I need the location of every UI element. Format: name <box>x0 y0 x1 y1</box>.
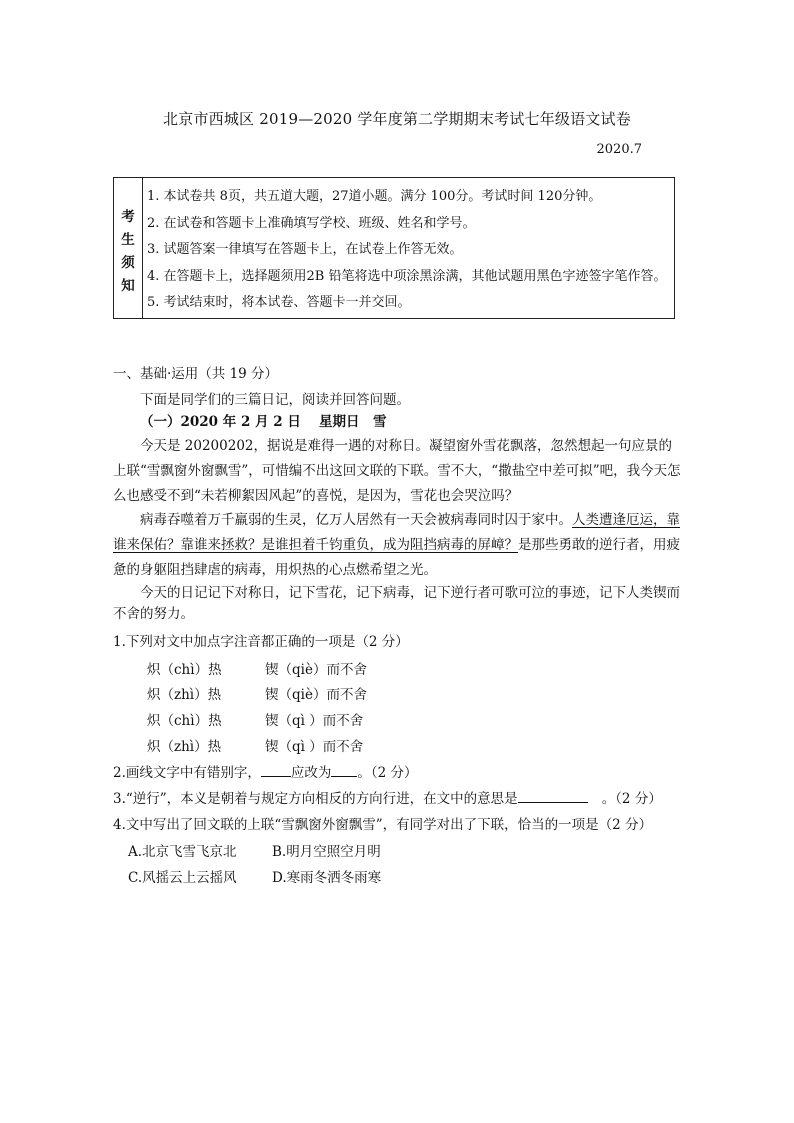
notice-label-column <box>114 178 143 318</box>
q3-text: 。（2 分） <box>601 791 662 807</box>
q4-option-b: B.明月空照空月明 <box>272 844 381 860</box>
diary-paragraph-2 <box>113 508 683 583</box>
notice-label-char: 知 <box>121 278 135 294</box>
q1-option-a-right: 锲（qiè）而不舍 <box>265 662 367 678</box>
q4-option-c: C.风摇云上云摇风 <box>128 870 237 886</box>
q1-option-b-left: 炽（zhì）热 <box>147 687 222 703</box>
question-3 <box>113 787 662 807</box>
q1-option-c-left: 炽（chì）热 <box>147 713 222 729</box>
section-heading: 一、基础·运用（共 19 分） <box>113 366 279 382</box>
exam-date: 2020.7 <box>596 142 642 157</box>
diary-title: （一）2020 年 2 月 2 日 星期日 雪 <box>140 414 387 430</box>
diary-paragraph-3: 今天的日记记下对称日，记下雪花，记下病毒，记下逆行者可歌可泣的事迹，记下人类锲而不舍的努力。 <box>113 585 680 622</box>
notice-item: 5. 考试结束时，将本试卷、答题卡一并交回。 <box>147 295 411 310</box>
notice-label-char: 须 <box>121 255 135 271</box>
notice-label-char: 生 <box>121 232 135 248</box>
notice-item: 4. 在答题卡上，选择题须用2B 铅笔将选中项涂黑涂满，其他试题用黑色字迹签字笔作答。 <box>147 268 667 284</box>
underlined-text: 人类遭逢厄运，靠谁来保佑？靠谁来拯救？是谁担着千钧重负，成为阻挡病毒的屏嶂？ <box>113 512 680 553</box>
question-1: 1.下列对文中加点字注音都正确的一项是（2 分） <box>113 634 409 650</box>
answer-blank[interactable] <box>331 764 357 777</box>
q1-option-a-left: 炽（chì）热 <box>147 662 222 678</box>
exam-title: 北京市西城区 2019—2020 学年度第二学期期末考试七年级语文试卷 <box>163 110 631 128</box>
notice-item: 3. 试题答案一律填写在答题卡上，在试卷上作答无效。 <box>147 242 463 257</box>
q2-text: 应改为 <box>290 765 332 781</box>
q4-option-a: A.北京飞雪飞京北 <box>128 844 237 860</box>
q1-option-d-left: 炽（zhì）热 <box>147 739 222 755</box>
section-intro: 下面是同学们的三篇日记，阅读并回答问题。 <box>140 392 410 408</box>
answer-blank[interactable] <box>518 790 588 803</box>
q4-option-d: D.寒雨冬洒冬雨寒 <box>272 870 382 886</box>
q3-text: 3.“逆行”，本义是朝着与规定方向相反的方向行进，在文中的意思是 <box>113 791 518 807</box>
q2-text: 2.画线文字中有错别字， <box>113 765 261 781</box>
notice-item: 2. 在试卷和答题卡上准确填写学校、班级、姓名和学号。 <box>147 215 476 231</box>
notice-items <box>147 184 667 317</box>
answer-blank[interactable] <box>261 764 291 777</box>
notice-item: 1. 本试卷共 8页，共五道大题，27道小题。满分 100分。考试时间 120分钟。 <box>147 189 602 204</box>
q2-text: 。（2 分） <box>357 765 418 781</box>
paragraph-text: 病毒吞噬着万千羸弱的生灵，亿万人居然有一天会被病毒同时囚于家中。 <box>140 512 572 528</box>
diary-paragraph-1: 今天是 20200202，据说是难得一遇的对称日。凝望窗外雪花飘落，忽然想起一句应景的上联“雪飘窗外窗飘雪”，可惜编不出这回文联的下联。雪不大，“撒盐空中差可拟”吧，我今天怎么也感受不到“未若柳絮因风起”的喜悦，是因为，雪花也会哭泣吗？ <box>113 438 681 504</box>
notice-label-char: 考 <box>121 209 135 225</box>
q1-option-c-right: 锲（qì ）而不舍 <box>265 713 364 729</box>
paragraph-text: 是那些勇敢的逆行者，用疲惫的身躯阻挡肆虐的病毒，用炽热的心点燃希望之光。 <box>113 537 680 578</box>
q1-option-d-right: 锲（qì ）而不舍 <box>265 739 364 755</box>
q1-option-b-right: 锲（qiè）而不舍 <box>265 687 367 703</box>
exam-notice-box <box>113 177 675 319</box>
question-2 <box>113 761 418 781</box>
question-4: 4.文中写出了回文联的上联“雪飘窗外窗飘雪”，有同学对出了下联，恰当的一项是（2 分） <box>113 817 653 833</box>
